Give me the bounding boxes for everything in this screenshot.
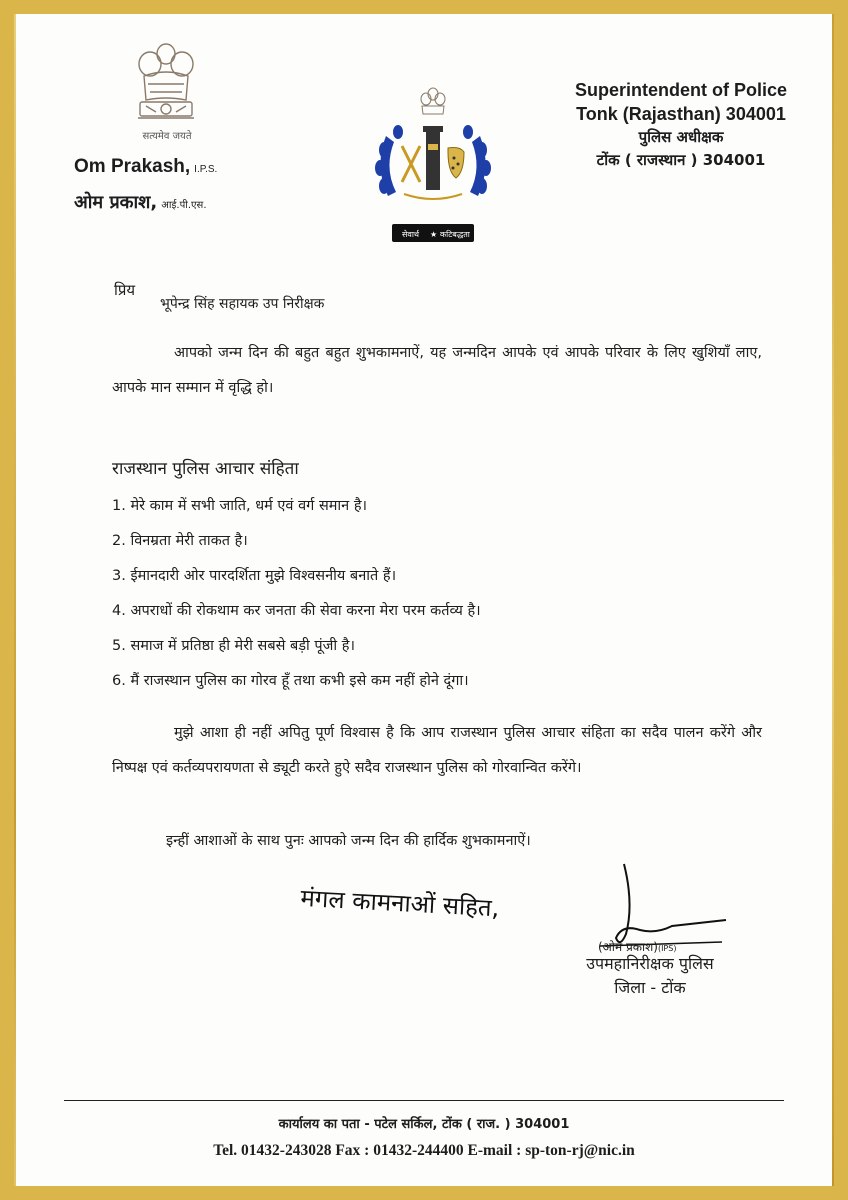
list-item: 5. समाज में प्रतिष्ठा ही मेरी सबसे बड़ी पूंजी है।: [112, 638, 355, 654]
trust-paragraph: मुझे आशा ही नहीं अपितु पूर्ण विश्वास है कि आप राजस्थान पुलिस आचार संहिता का सदैव पालन करेंगे और निष्पक्ष एवं कर्तव्यपरायणता से ड्यूटी करते हुऐ सदैव राजस्थान पुलिस को गोरवान्वित करेंगे।: [112, 725, 762, 776]
signatory-title: (IPS): [657, 944, 677, 953]
list-item: 3. ईमानदारी ओर पारदर्शिता मुझे विश्वसनीय बनाते हैं।: [112, 568, 397, 584]
office-title-hi: पुलिस अधीक्षक: [638, 128, 724, 146]
officer-name-hindi: [74, 190, 207, 214]
svg-text:★: ★: [430, 230, 438, 239]
signatory-name-text: (ओम प्रकाश): [598, 940, 658, 954]
office-header: [561, 78, 801, 172]
logo-text-right: कटिबद्धता: [440, 230, 470, 239]
officer-name-hi-text: ओम प्रकाश,: [74, 192, 158, 213]
emblem-motto: सत्यमेव जयते: [142, 131, 192, 142]
birthday-wish-paragraph: आपको जन्म दिन की बहुत बहुत शुभकामनाऐं, यह जन्मदिन आपके एवं आपके परिवार के लिए खुशियाँ लाए, आपके मान सम्मान में वृद्धि हो।: [112, 345, 762, 396]
recipient-name: भूपेन्द्र सिंह सहायक उप निरीक्षक: [160, 296, 325, 312]
handwritten-note-text: मंगल कामनाओं सहित,: [299, 883, 500, 923]
officer-title-en: I.P.S.: [194, 164, 218, 175]
code-of-conduct-title: राजस्थान पुलिस आचार संहिता: [112, 459, 299, 479]
salutation: प्रिय: [114, 281, 136, 299]
office-title-en: Superintendent of Police: [574, 80, 788, 100]
handwritten-note: [296, 872, 576, 942]
footer-address: कार्यालय का पता - पटेल सर्किल, टोंक ( राज. ) 304001: [278, 1117, 570, 1132]
footer-divider: [64, 1100, 784, 1101]
letterhead-page: [16, 14, 832, 1186]
logo-text-left: सेवार्थ: [402, 230, 420, 239]
code-of-conduct-list: [112, 489, 481, 699]
designation-line1: उपमहानिरीक्षक पुलिस: [586, 954, 714, 973]
office-address-hi: टोंक ( राजस्थान ) 304001: [596, 151, 766, 169]
officer-name-english: [74, 156, 217, 178]
office-address-en: Tonk (Rajasthan) 304001: [576, 104, 786, 124]
footer-contact: Tel. 01432-243028 Fax : 01432-244400 E-mail : sp-ton-rj@nic.in: [213, 1142, 635, 1159]
list-item: 4. अपराधों की रोकथाम कर जनता की सेवा करना मेरा परम कर्तव्य है।: [112, 603, 481, 619]
list-item: 2. विनम्रता मेरी ताकत है।: [112, 533, 248, 549]
designation-line2: जिला - टोंक: [614, 978, 686, 997]
rajasthan-police-logo-icon: [368, 86, 498, 246]
officer-name-en-text: Om Prakash,: [74, 156, 191, 177]
officer-title-hi: आई.पी.एस.: [161, 200, 207, 211]
list-item: 6. मैं राजस्थान पुलिस का गोरव हूँ तथा कभी इसे कम नहीं होने दूंगा।: [112, 673, 469, 689]
list-item: 1. मेरे काम में सभी जाति, धर्म एवं वर्ग समान है।: [112, 498, 368, 514]
closing-wish: इन्हीं आशाओं के साथ पुनः आपको जन्म दिन की हार्दिक शुभकामनाऐं।: [166, 833, 531, 849]
